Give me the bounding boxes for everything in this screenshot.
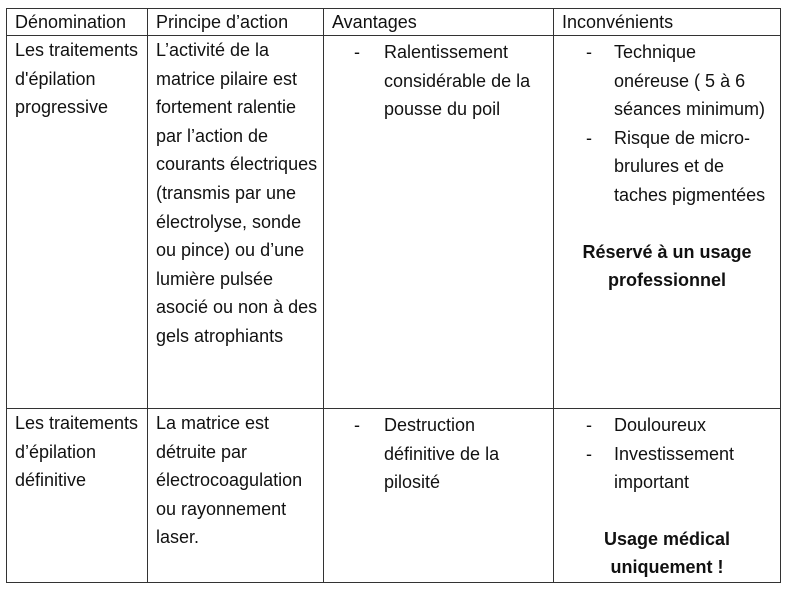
dash-bullet: -: [586, 42, 592, 62]
table-row: [7, 36, 781, 409]
cell-denomination: Les traitements d'épilation progressive: [7, 36, 148, 409]
list-item: [562, 124, 776, 210]
avantages-list: [332, 409, 549, 497]
header-row: [7, 9, 781, 36]
inconvenients-list: [562, 409, 776, 497]
list-item: [332, 38, 549, 124]
list-item-text: Ralentissement considérable de la pousse du poil: [384, 42, 531, 120]
list-item: [332, 411, 549, 497]
inconvenients-list: [562, 36, 776, 210]
cell-avantages: [324, 409, 554, 583]
cell-avantages: [324, 36, 554, 409]
cell-principe: L’activité de la matrice pilaire est fortement ralentie par l’action de courants électriques (transmis par une électrolyse, sonde ou pince) ou d’une lumière pulsée asocié ou non à des gels atrophiants: [148, 36, 324, 409]
comparison-table: [6, 8, 781, 583]
usage-note: Réservé à un usage professionnel: [582, 241, 752, 291]
header-principe: Principe d’action: [148, 9, 324, 36]
list-item-text: Technique onéreuse ( 5 à 6 séances minimum): [614, 42, 766, 120]
header-denomination: Dénomination: [7, 9, 148, 36]
list-item-text: Investissement important: [614, 443, 735, 493]
cell-inconvenients: [554, 36, 781, 409]
avantages-list: [332, 36, 549, 124]
cell-inconvenients: [554, 409, 781, 583]
cell-principe: La matrice est détruite par électrocoagulation ou rayonnement laser.: [148, 409, 324, 583]
list-item-text: Destruction définitive de la pilosité: [384, 415, 500, 493]
dash-bullet: -: [586, 443, 592, 464]
list-item-text: Douloureux: [614, 415, 707, 435]
list-item: [562, 411, 776, 440]
list-item-text: Risque de micro-brulures et de taches pigmentées: [614, 127, 766, 205]
header-avantages: Avantages: [324, 9, 554, 36]
usage-note: Usage médical uniquement !: [603, 528, 731, 578]
cell-denomination: Les traitements d’épilation définitive: [7, 409, 148, 583]
list-item: [562, 38, 776, 124]
header-inconvenients: Inconvénients: [554, 9, 781, 36]
dash-bullet: -: [354, 415, 360, 435]
dash-bullet: -: [586, 415, 592, 435]
list-item: [562, 440, 776, 497]
table-row: [7, 409, 781, 583]
dash-bullet: -: [586, 127, 592, 148]
dash-bullet: -: [354, 42, 360, 62]
